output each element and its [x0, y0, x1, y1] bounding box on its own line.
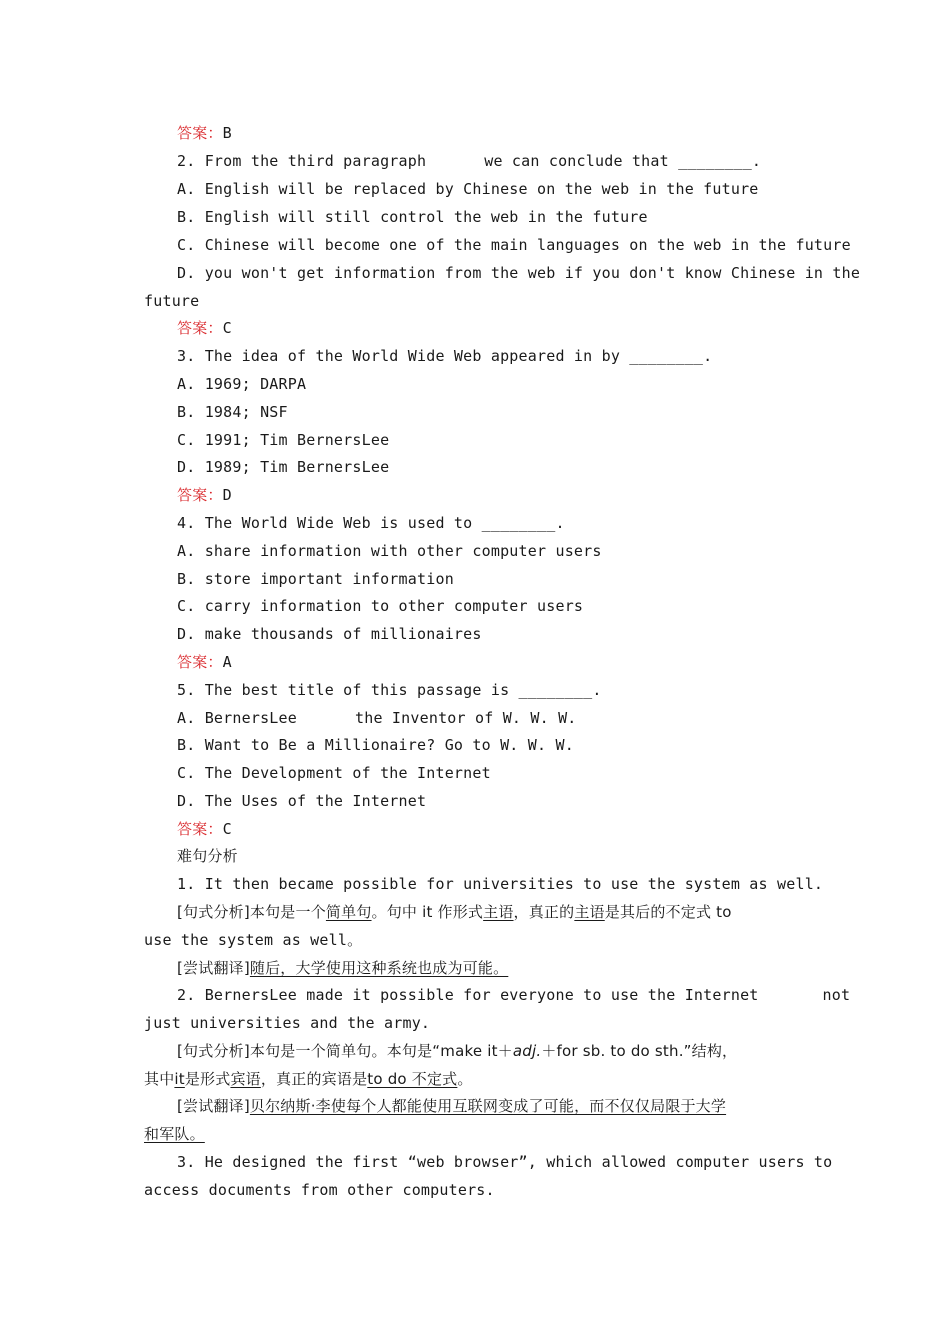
q4-option-b: B. store important information — [177, 570, 454, 588]
s1-analysis-cont: use the system as well。 — [144, 931, 363, 949]
q3-answer: 答案：D — [177, 486, 232, 504]
q2-answer: 答案：C — [177, 319, 232, 337]
q1-answer: 答案：B — [177, 124, 232, 142]
q2-option-a: A. English will be replaced by Chinese on the web in the future — [177, 180, 759, 198]
q4-option-c: C. carry information to other computer users — [177, 597, 584, 615]
q2-stem: 2. From the third paragraph we can conclude that ________. — [177, 152, 762, 170]
s3-sentence-cont: access documents from other computers. — [144, 1181, 495, 1199]
q3-stem: 3. The idea of the World Wide Web appeared in by ________. — [177, 347, 713, 365]
q5-option-b: B. Want to Be a Millionaire? Go to W. W. W. — [177, 736, 574, 754]
q5-answer: 答案：C — [177, 820, 232, 838]
q3-option-a: A. 1969; DARPA — [177, 375, 307, 393]
s2-translation-cont: 和军队。 — [144, 1125, 205, 1143]
q4-option-d: D. make thousands of millionaires — [177, 625, 482, 643]
s1-analysis: [句式分析]本句是一个简单句。句中 it 作形式主语，真正的主语是其后的不定式 to — [177, 903, 732, 921]
s3-sentence: 3. He designed the first “web browser”, which allowed computer users to — [177, 1153, 833, 1171]
section-title: 难句分析 — [177, 847, 238, 865]
s2-translation: [尝试翻译]贝尔纳斯·李使每个人都能使用互联网变成了可能，而不仅仅局限于大学 — [177, 1097, 727, 1115]
s2-sentence: 2. BernersLee made it possible for everyone to use the Internet not — [177, 986, 851, 1004]
q4-stem: 4. The World Wide Web is used to ________. — [177, 514, 565, 532]
q3-option-b: B. 1984; NSF — [177, 403, 288, 421]
q5-stem: 5. The best title of this passage is ________. — [177, 681, 602, 699]
s1-sentence: 1. It then became possible for universities to use the system as well. — [177, 875, 824, 893]
q5-option-c: C. The Development of the Internet — [177, 764, 491, 782]
q3-option-c: C. 1991; Tim BernersLee — [177, 431, 390, 449]
q5-option-d: D. The Uses of the Internet — [177, 792, 427, 810]
s2-analysis-cont: 其中it是形式宾语，真正的宾语是to do 不定式。 — [144, 1070, 473, 1088]
s1-translation: [尝试翻译]随后，大学使用这种系统也成为可能。 — [177, 959, 509, 977]
q2-option-b: B. English will still control the web in the future — [177, 208, 648, 226]
q4-answer: 答案：A — [177, 653, 232, 671]
q2-option-d: D. you won't get information from the web if you don't know Chinese in the — [177, 264, 861, 282]
q5-option-a: A. BernersLee the Inventor of W. W. W. — [177, 709, 577, 727]
s2-sentence-cont: just universities and the army. — [144, 1014, 431, 1032]
q2-option-d-cont: future — [144, 292, 200, 310]
q3-option-d: D. 1989; Tim BernersLee — [177, 458, 390, 476]
q4-option-a: A. share information with other computer users — [177, 542, 602, 560]
q2-option-c: C. Chinese will become one of the main languages on the web in the future — [177, 236, 851, 254]
s2-analysis: [句式分析]本句是一个简单句。本句是“make it＋adj.＋for sb. to do sth.”结构， — [177, 1042, 738, 1060]
